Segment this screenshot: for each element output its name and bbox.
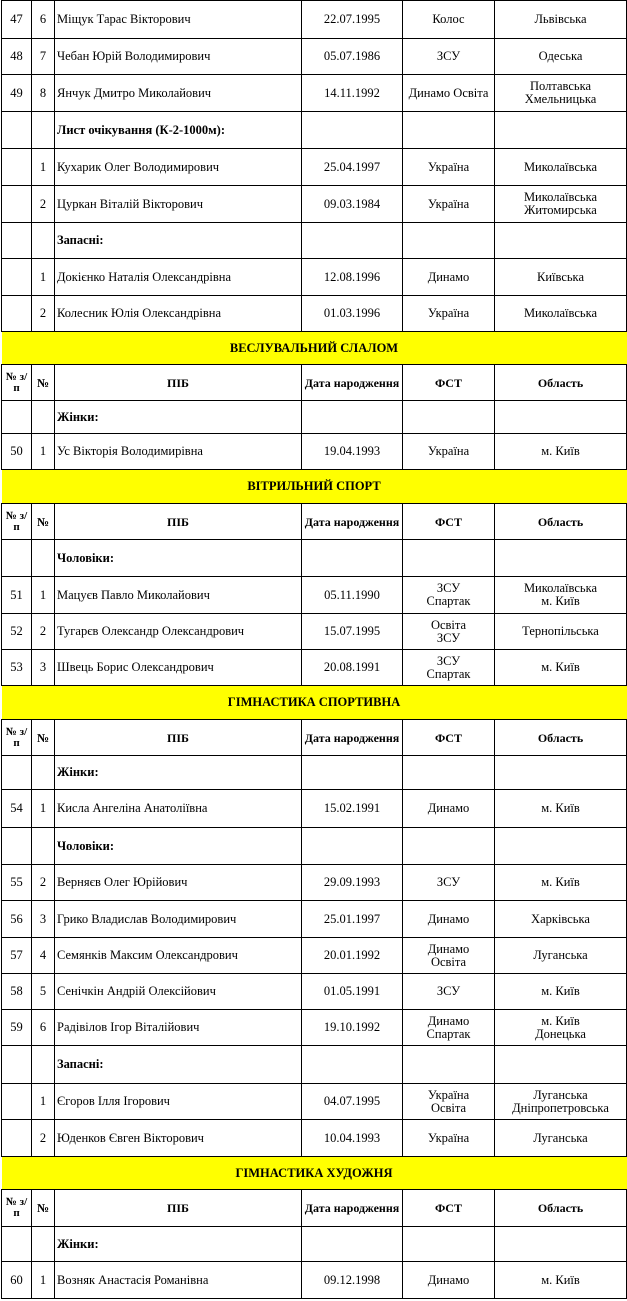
athlete-row bbox=[2, 1262, 627, 1299]
row-number: 57 bbox=[2, 938, 32, 974]
birth-date: 05.11.1990 bbox=[302, 577, 403, 614]
empty-cell bbox=[302, 223, 403, 259]
birth-date: 25.01.1997 bbox=[302, 901, 403, 938]
subsection-row bbox=[2, 828, 627, 865]
empty-cell bbox=[495, 401, 627, 434]
birth-date: 15.02.1991 bbox=[302, 790, 403, 828]
row-number bbox=[2, 149, 32, 186]
athlete-name: Юденков Євген Вікторович bbox=[55, 1120, 302, 1157]
row-number bbox=[2, 296, 32, 332]
header-fst: ФСТ bbox=[403, 504, 495, 540]
fst-cell-line: Україна bbox=[427, 306, 470, 320]
region-cell bbox=[495, 75, 627, 112]
athlete-name: Швець Борис Олександрович bbox=[55, 650, 302, 686]
region-cell-line: Хмельницька bbox=[524, 92, 597, 106]
fst-cell-line: Освіта bbox=[430, 617, 467, 632]
fst-cell-line: Україна bbox=[427, 196, 470, 211]
column-header-row bbox=[2, 1190, 627, 1227]
header-name: ПІБ bbox=[55, 365, 302, 401]
birth-date: 09.12.1998 bbox=[302, 1262, 403, 1299]
fst-cell bbox=[403, 974, 495, 1010]
header-num: № з/п bbox=[2, 720, 32, 756]
birth-date: 01.03.1996 bbox=[302, 296, 403, 332]
region-cell bbox=[495, 1262, 627, 1299]
row-subnumber: 2 bbox=[32, 186, 55, 223]
fst-cell-line: Освіта bbox=[430, 954, 467, 969]
subsection-row bbox=[2, 223, 627, 259]
fst-cell bbox=[403, 259, 495, 296]
row-subnumber: 1 bbox=[32, 1084, 55, 1120]
subsection-row bbox=[2, 540, 627, 577]
row-number: 48 bbox=[2, 39, 32, 75]
region-cell-line: м. Київ bbox=[541, 660, 580, 674]
region-cell bbox=[495, 901, 627, 938]
row-subnumber: 2 bbox=[32, 865, 55, 901]
birth-date: 20.01.1992 bbox=[302, 938, 403, 974]
fst-cell bbox=[403, 865, 495, 901]
birth-date: 19.10.1992 bbox=[302, 1010, 403, 1046]
fst-cell-line: Україна bbox=[427, 1130, 470, 1145]
subsection-row bbox=[2, 1046, 627, 1084]
athlete-row bbox=[2, 865, 627, 901]
empty-cell bbox=[403, 401, 495, 434]
birth-date: 15.07.1995 bbox=[302, 614, 403, 650]
empty-cell bbox=[2, 756, 32, 790]
header-dob: Дата народження bbox=[302, 365, 403, 401]
region-cell-line: Миколаївська bbox=[523, 159, 598, 174]
region-cell bbox=[495, 1010, 627, 1046]
empty-cell bbox=[32, 112, 55, 149]
header-num: № з/п bbox=[2, 365, 32, 401]
empty-cell bbox=[32, 540, 55, 577]
empty-cell bbox=[403, 828, 495, 865]
section-title-row bbox=[2, 470, 627, 504]
subsection-row bbox=[2, 756, 627, 790]
fst-cell-line: Динамо bbox=[427, 269, 470, 284]
fst-cell-line: Динамо Освіта bbox=[408, 85, 489, 100]
fst-cell-line: Спартак bbox=[426, 1026, 471, 1041]
empty-cell bbox=[32, 828, 55, 865]
region-cell-line: м. Київ bbox=[541, 444, 580, 458]
header-fst: ФСТ bbox=[403, 720, 495, 756]
birth-date: 04.07.1995 bbox=[302, 1084, 403, 1120]
section-title: ГІМНАСТИКА СПОРТИВНА bbox=[2, 686, 627, 720]
fst-cell-line: ЗСУ bbox=[436, 984, 461, 998]
row-subnumber: 2 bbox=[32, 296, 55, 332]
athlete-name: Колесник Юлія Олександрівна bbox=[55, 296, 302, 332]
region-cell bbox=[495, 974, 627, 1010]
region-cell-line: Луганська bbox=[533, 1087, 588, 1102]
birth-date: 10.04.1993 bbox=[302, 1120, 403, 1157]
empty-cell bbox=[302, 112, 403, 149]
header-num: № з/п bbox=[2, 1190, 32, 1227]
empty-cell bbox=[302, 756, 403, 790]
subsection-label: Запасні: bbox=[55, 223, 302, 259]
region-cell bbox=[495, 259, 627, 296]
empty-cell bbox=[495, 756, 627, 790]
fst-cell bbox=[403, 1084, 495, 1120]
subsection-row bbox=[2, 401, 627, 434]
athlete-row bbox=[2, 434, 627, 470]
fst-cell-line: Спартак bbox=[426, 594, 471, 608]
athlete-row bbox=[2, 259, 627, 296]
empty-cell bbox=[403, 223, 495, 259]
empty-cell bbox=[2, 401, 32, 434]
region-cell-line: Миколаївська bbox=[523, 581, 598, 595]
section-title: ГІМНАСТИКА ХУДОЖНЯ bbox=[2, 1157, 627, 1190]
fst-cell-line: Динамо bbox=[427, 801, 470, 815]
birth-date: 25.04.1997 bbox=[302, 149, 403, 186]
empty-cell bbox=[495, 828, 627, 865]
fst-cell bbox=[403, 614, 495, 650]
athlete-name: Тугарєв Олександр Олександрович bbox=[55, 614, 302, 650]
athlete-name: Семянків Максим Олександрович bbox=[55, 938, 302, 974]
athlete-row bbox=[2, 974, 627, 1010]
header-sub: № bbox=[32, 1190, 55, 1227]
athlete-row bbox=[2, 938, 627, 974]
fst-cell bbox=[403, 434, 495, 470]
fst-cell-line: ЗСУ bbox=[436, 581, 461, 595]
empty-cell bbox=[403, 112, 495, 149]
section-title-row bbox=[2, 332, 627, 365]
region-cell-line: Полтавська bbox=[529, 79, 592, 93]
fst-cell-line: Колос bbox=[432, 12, 465, 26]
row-number: 47 bbox=[2, 1, 32, 39]
region-cell-line: Миколаївська bbox=[523, 190, 598, 204]
region-cell-line: Львівська bbox=[534, 12, 587, 26]
empty-cell bbox=[302, 828, 403, 865]
row-subnumber: 2 bbox=[32, 1120, 55, 1157]
empty-cell bbox=[302, 401, 403, 434]
fst-cell-line: Динамо bbox=[427, 1272, 470, 1287]
empty-cell bbox=[32, 1227, 55, 1262]
fst-cell-line: Динамо bbox=[427, 941, 470, 956]
header-region: Область bbox=[495, 365, 627, 401]
fst-cell-line: Освіта bbox=[430, 1100, 467, 1115]
empty-cell bbox=[403, 1227, 495, 1262]
header-dob: Дата народження bbox=[302, 720, 403, 756]
subsection-label: Лист очікування (К-2-1000м): bbox=[55, 112, 302, 149]
row-number: 49 bbox=[2, 75, 32, 112]
header-fst: ФСТ bbox=[403, 1190, 495, 1227]
birth-date: 14.11.1992 bbox=[302, 75, 403, 112]
subsection-label: Чоловіки: bbox=[55, 540, 302, 577]
region-cell-line: Харківська bbox=[531, 911, 590, 926]
region-cell-line: Луганська bbox=[533, 948, 588, 962]
header-name: ПІБ bbox=[55, 504, 302, 540]
empty-cell bbox=[495, 540, 627, 577]
empty-cell bbox=[495, 1046, 627, 1084]
athlete-name: Верняєв Олег Юрійович bbox=[55, 865, 302, 901]
header-name: ПІБ bbox=[55, 720, 302, 756]
birth-date: 22.07.1995 bbox=[302, 1, 403, 39]
row-subnumber: 5 bbox=[32, 974, 55, 1010]
row-number: 59 bbox=[2, 1010, 32, 1046]
fst-cell-line: ЗСУ bbox=[436, 875, 461, 889]
empty-cell bbox=[32, 223, 55, 259]
empty-cell bbox=[2, 1227, 32, 1262]
region-cell bbox=[495, 39, 627, 75]
row-subnumber: 3 bbox=[32, 650, 55, 686]
row-number: 56 bbox=[2, 901, 32, 938]
fst-cell bbox=[403, 650, 495, 686]
empty-cell bbox=[302, 1227, 403, 1262]
fst-cell bbox=[403, 790, 495, 828]
section-title: ВІТРИЛЬНИЙ СПОРТ bbox=[2, 470, 627, 504]
birth-date: 29.09.1993 bbox=[302, 865, 403, 901]
region-cell-line: м. Київ bbox=[541, 984, 580, 998]
row-number bbox=[2, 1120, 32, 1157]
athlete-row bbox=[2, 1120, 627, 1157]
row-number: 58 bbox=[2, 974, 32, 1010]
athlete-row bbox=[2, 614, 627, 650]
region-cell bbox=[495, 1, 627, 39]
region-cell-line: Донецька bbox=[535, 1026, 586, 1041]
region-cell-line: м. Київ bbox=[541, 1272, 580, 1287]
fst-cell-line: Україна bbox=[427, 159, 470, 174]
header-fst: ФСТ bbox=[403, 365, 495, 401]
row-subnumber: 1 bbox=[32, 1262, 55, 1299]
empty-cell bbox=[32, 1046, 55, 1084]
column-header-row bbox=[2, 720, 627, 756]
row-subnumber: 1 bbox=[32, 149, 55, 186]
fst-cell-line: Динамо bbox=[427, 911, 470, 926]
row-number: 54 bbox=[2, 790, 32, 828]
fst-cell bbox=[403, 186, 495, 223]
athlete-name: Цуркан Віталій Вікторович bbox=[55, 186, 302, 223]
athlete-row bbox=[2, 790, 627, 828]
header-name: ПІБ bbox=[55, 1190, 302, 1227]
athlete-row bbox=[2, 149, 627, 186]
empty-cell bbox=[32, 756, 55, 790]
row-subnumber: 7 bbox=[32, 39, 55, 75]
fst-cell bbox=[403, 577, 495, 614]
row-number: 53 bbox=[2, 650, 32, 686]
athlete-name: Янчук Дмитро Миколайович bbox=[55, 75, 302, 112]
athlete-row bbox=[2, 1010, 627, 1046]
subsection-label: Жінки: bbox=[55, 1227, 302, 1262]
row-subnumber: 8 bbox=[32, 75, 55, 112]
header-region: Область bbox=[495, 720, 627, 756]
region-cell-line: м. Київ bbox=[541, 875, 580, 889]
region-cell-line: Миколаївська bbox=[523, 306, 598, 320]
region-cell bbox=[495, 1120, 627, 1157]
row-subnumber: 1 bbox=[32, 577, 55, 614]
athletes-table-body bbox=[2, 1, 627, 1299]
fst-cell-line: Спартак bbox=[426, 666, 471, 681]
empty-cell bbox=[2, 112, 32, 149]
region-cell bbox=[495, 186, 627, 223]
region-cell-line: м. Київ bbox=[541, 594, 580, 608]
athlete-name: Возняк Анастасія Романівна bbox=[55, 1262, 302, 1299]
fst-cell bbox=[403, 1, 495, 39]
row-subnumber: 3 bbox=[32, 901, 55, 938]
row-number bbox=[2, 1084, 32, 1120]
region-cell-line: Київська bbox=[536, 269, 584, 284]
row-subnumber: 1 bbox=[32, 259, 55, 296]
header-dob: Дата народження bbox=[302, 1190, 403, 1227]
athlete-name: Ус Вікторія Володимирівна bbox=[55, 434, 302, 470]
region-cell bbox=[495, 577, 627, 614]
athletes-table bbox=[1, 0, 627, 1299]
row-subnumber: 1 bbox=[32, 790, 55, 828]
fst-cell bbox=[403, 1120, 495, 1157]
region-cell-line: Луганська bbox=[533, 1130, 588, 1145]
row-number: 55 bbox=[2, 865, 32, 901]
athlete-name: Міщук Тарас Вікторович bbox=[55, 1, 302, 39]
subsection-label: Жінки: bbox=[55, 401, 302, 434]
row-number bbox=[2, 259, 32, 296]
fst-cell-line: ЗСУ bbox=[436, 49, 461, 63]
region-cell bbox=[495, 434, 627, 470]
row-subnumber: 4 bbox=[32, 938, 55, 974]
athlete-name: Докієнко Наталія Олександрівна bbox=[55, 259, 302, 296]
empty-cell bbox=[2, 540, 32, 577]
empty-cell bbox=[403, 540, 495, 577]
empty-cell bbox=[403, 756, 495, 790]
header-sub: № bbox=[32, 365, 55, 401]
row-number: 52 bbox=[2, 614, 32, 650]
header-region: Область bbox=[495, 504, 627, 540]
region-cell-line: Дніпропетровська bbox=[512, 1100, 609, 1115]
fst-cell bbox=[403, 149, 495, 186]
birth-date: 20.08.1991 bbox=[302, 650, 403, 686]
empty-cell bbox=[403, 1046, 495, 1084]
athlete-row bbox=[2, 39, 627, 75]
column-header-row bbox=[2, 504, 627, 540]
region-cell bbox=[495, 296, 627, 332]
athlete-row bbox=[2, 901, 627, 938]
athlete-name: Кисла Ангеліна Анатоліївна bbox=[55, 790, 302, 828]
region-cell-line: м. Київ bbox=[541, 1013, 580, 1028]
athlete-row bbox=[2, 186, 627, 223]
fst-cell-line: Динамо bbox=[427, 1013, 470, 1028]
region-cell-line: м. Київ bbox=[541, 801, 580, 815]
fst-cell bbox=[403, 1010, 495, 1046]
birth-date: 05.07.1986 bbox=[302, 39, 403, 75]
athlete-row bbox=[2, 1, 627, 39]
section-title: ВЕСЛУВАЛЬНИЙ СЛАЛОМ bbox=[2, 332, 627, 365]
header-sub: № bbox=[32, 504, 55, 540]
header-dob: Дата народження bbox=[302, 504, 403, 540]
athlete-name: Чебан Юрій Володимирович bbox=[55, 39, 302, 75]
subsection-label: Чоловіки: bbox=[55, 828, 302, 865]
athlete-name: Радівілов Ігор Віталійович bbox=[55, 1010, 302, 1046]
fst-cell-line: ЗСУ bbox=[436, 653, 461, 668]
empty-cell bbox=[495, 223, 627, 259]
empty-cell bbox=[2, 1046, 32, 1084]
row-subnumber: 2 bbox=[32, 614, 55, 650]
region-cell bbox=[495, 1084, 627, 1120]
subsection-label: Жінки: bbox=[55, 756, 302, 790]
region-cell bbox=[495, 938, 627, 974]
athlete-row bbox=[2, 296, 627, 332]
region-cell bbox=[495, 650, 627, 686]
row-number: 51 bbox=[2, 577, 32, 614]
athlete-name: Сенічкін Андрій Олексійович bbox=[55, 974, 302, 1010]
empty-cell bbox=[302, 1046, 403, 1084]
athlete-row bbox=[2, 1084, 627, 1120]
region-cell bbox=[495, 149, 627, 186]
empty-cell bbox=[495, 112, 627, 149]
row-subnumber: 6 bbox=[32, 1010, 55, 1046]
header-region: Область bbox=[495, 1190, 627, 1227]
fst-cell bbox=[403, 938, 495, 974]
athlete-name: Єгоров Ілля Ігорович bbox=[55, 1084, 302, 1120]
birth-date: 12.08.1996 bbox=[302, 259, 403, 296]
row-number bbox=[2, 186, 32, 223]
fst-cell-line: Україна bbox=[427, 444, 470, 458]
fst-cell bbox=[403, 901, 495, 938]
fst-cell bbox=[403, 1262, 495, 1299]
column-header-row bbox=[2, 365, 627, 401]
row-number: 50 bbox=[2, 434, 32, 470]
empty-cell bbox=[2, 828, 32, 865]
subsection-row bbox=[2, 112, 627, 149]
region-cell-line: Житомирська bbox=[524, 203, 597, 217]
athlete-row bbox=[2, 650, 627, 686]
subsection-row bbox=[2, 1227, 627, 1262]
header-num: № з/п bbox=[2, 504, 32, 540]
empty-cell bbox=[32, 401, 55, 434]
fst-cell-line: ЗСУ bbox=[436, 630, 461, 645]
empty-cell bbox=[302, 540, 403, 577]
region-cell-line: Одеська bbox=[538, 49, 583, 63]
fst-cell bbox=[403, 75, 495, 112]
row-subnumber: 1 bbox=[32, 434, 55, 470]
row-subnumber: 6 bbox=[32, 1, 55, 39]
section-title-row bbox=[2, 1157, 627, 1190]
region-cell-line: Тернопільська bbox=[522, 624, 599, 638]
athlete-name: Мацуєв Павло Миколайович bbox=[55, 577, 302, 614]
header-sub: № bbox=[32, 720, 55, 756]
athlete-name: Кухарик Олег Володимирович bbox=[55, 149, 302, 186]
athlete-row bbox=[2, 577, 627, 614]
birth-date: 01.05.1991 bbox=[302, 974, 403, 1010]
athlete-name: Грико Владислав Володимирович bbox=[55, 901, 302, 938]
birth-date: 09.03.1984 bbox=[302, 186, 403, 223]
empty-cell bbox=[2, 223, 32, 259]
region-cell bbox=[495, 790, 627, 828]
empty-cell bbox=[495, 1227, 627, 1262]
region-cell bbox=[495, 865, 627, 901]
fst-cell bbox=[403, 296, 495, 332]
subsection-label: Запасні: bbox=[55, 1046, 302, 1084]
fst-cell-line: Україна bbox=[427, 1087, 470, 1102]
athlete-row bbox=[2, 75, 627, 112]
fst-cell bbox=[403, 39, 495, 75]
section-title-row bbox=[2, 686, 627, 720]
region-cell bbox=[495, 614, 627, 650]
birth-date: 19.04.1993 bbox=[302, 434, 403, 470]
row-number: 60 bbox=[2, 1262, 32, 1299]
